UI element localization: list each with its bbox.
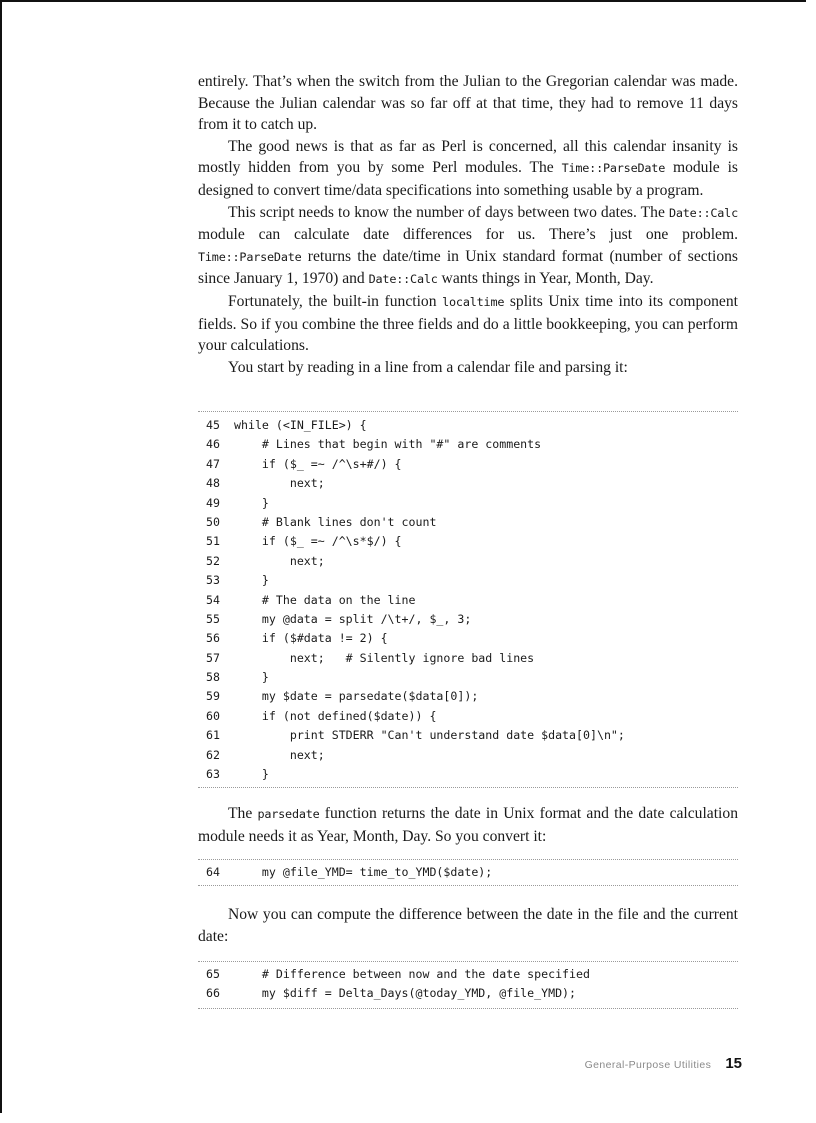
code-line <box>198 513 738 532</box>
line-number: 58 <box>206 670 220 685</box>
code-line <box>198 532 738 551</box>
code-text: } <box>234 670 269 685</box>
code-text: if ($_ =~ /^\s+#/) { <box>234 456 402 471</box>
line-number: 60 <box>206 708 220 723</box>
code-line <box>198 552 738 571</box>
inline-code-time-parsedate-2: Time::ParseDate <box>198 249 302 264</box>
code-line <box>198 455 738 474</box>
code-text: print STDERR "Can't understand date $data[0]\n"; <box>234 728 625 743</box>
line-number: 51 <box>206 534 220 549</box>
code-text: # Blank lines don't count <box>234 514 437 529</box>
paragraph-1: entirely. That’s when the switch from the Julian to the Gregorian calendar was made. Because the Julian calendar was so far off at that time, they had to remove 11 days from it to catch up. <box>198 73 738 134</box>
paragraph-3 <box>198 202 738 291</box>
code-text: next; # Silently ignore bad lines <box>234 650 535 665</box>
code-line <box>198 571 738 590</box>
code-text: if ($#data != 2) { <box>234 631 388 646</box>
line-number: 45 <box>206 418 220 432</box>
page-top-edge <box>0 0 806 2</box>
line-number: 54 <box>206 592 220 607</box>
page-left-edge <box>0 0 2 1113</box>
inline-code-time-parsedate: Time::ParseDate <box>561 161 666 176</box>
line-number: 61 <box>206 728 220 743</box>
code-line <box>198 474 738 493</box>
line-number: 46 <box>206 437 220 452</box>
code-block-convert <box>198 859 738 886</box>
code-line <box>198 416 738 435</box>
code-line <box>198 965 738 984</box>
code-line <box>198 765 738 784</box>
inline-code-date-calc-2: Date::Calc <box>368 272 438 287</box>
line-number: 57 <box>206 650 220 665</box>
code-line <box>198 591 738 610</box>
mid-text <box>198 803 738 847</box>
inline-code-localtime: localtime <box>442 294 505 309</box>
line-number: 52 <box>206 553 220 568</box>
code-text: next; <box>234 747 325 762</box>
code-line <box>198 435 738 454</box>
code-text: } <box>234 495 269 510</box>
code-text: # The data on the line <box>234 592 416 607</box>
code-block-parse-loop <box>198 411 738 788</box>
code-text: my $diff = Delta_Days(@today_YMD, @file_YMD); <box>234 986 577 1001</box>
code-text: while (<IN_FILE>) { <box>234 418 367 432</box>
paragraph-parsedate-text-b: function returns the date in Unix format and the date calculation module needs it as Year, Month, Day. So you convert it: <box>198 805 738 845</box>
line-number: 64 <box>206 865 220 879</box>
line-number: 50 <box>206 514 220 529</box>
code-text: if ($_ =~ /^\s*$/) { <box>234 534 402 549</box>
running-footer-title: General-Purpose Utilities <box>584 1059 712 1071</box>
line-number: 62 <box>206 747 220 762</box>
paragraph-2-text-a: The good news is that as far as Perl is concerned, all this calendar insanity is mostly hidden from you by some Perl modules. The <box>198 137 738 177</box>
code-text: # Difference between now and the date specified <box>234 967 590 981</box>
paragraph-3-text-b: module can calculate date differences for us. There’s just one problem. <box>198 226 738 244</box>
paragraph-4-text-a: Fortunately, the built-in function <box>228 292 443 310</box>
line-number: 56 <box>206 631 220 646</box>
paragraph-2 <box>198 136 738 202</box>
paragraph-2-text-b: module is designed to convert time/data specifications into something usable by a program. <box>198 159 738 199</box>
code-text: my $date = parsedate($data[0]); <box>234 689 479 704</box>
inline-code-parsedate: parsedate <box>257 807 320 821</box>
line-number: 65 <box>206 967 220 981</box>
paragraph-3-text-a: This script needs to know the number of days between two dates. The <box>228 203 669 221</box>
code-line <box>198 687 738 706</box>
line-number: 59 <box>206 689 220 704</box>
code-text: my @file_YMD= time_to_YMD($date); <box>234 865 493 879</box>
line-number: 53 <box>206 573 220 588</box>
intro-text <box>198 71 738 378</box>
after-text <box>198 904 738 947</box>
code-text: next; <box>234 476 325 491</box>
code-line <box>198 863 738 882</box>
code-line <box>198 494 738 513</box>
paragraph-compute: Now you can compute the difference between the date in the file and the current date: <box>198 906 738 945</box>
page-number: 15 <box>725 1055 742 1072</box>
line-number: 49 <box>206 495 220 510</box>
paragraph-4-text-b: splits Unix time into its component fields. So if you combine the three fields and do a little bookkeeping, you can perform your calculations. <box>198 292 738 355</box>
code-text: my @data = split /\t+/, $_, 3; <box>234 611 472 626</box>
paragraph-4 <box>198 291 738 357</box>
code-line <box>198 726 738 745</box>
code-text: } <box>234 767 269 782</box>
paragraph-parsedate-text-a: The <box>228 805 258 822</box>
paragraph-3-text-d: wants things in Year, Month, Day. <box>437 270 654 288</box>
line-number: 48 <box>206 476 220 491</box>
paragraph-5: You start by reading in a line from a calendar file and parsing it: <box>228 358 628 376</box>
code-line <box>198 707 738 726</box>
code-text: # Lines that begin with "#" are comments <box>234 437 542 452</box>
code-line <box>198 668 738 687</box>
code-text: if (not defined($date)) { <box>234 708 437 723</box>
code-text: next; <box>234 553 325 568</box>
code-line <box>198 610 738 629</box>
code-line <box>198 984 738 1003</box>
line-number: 55 <box>206 611 220 626</box>
code-line <box>198 649 738 668</box>
inline-code-date-calc: Date::Calc <box>668 205 738 220</box>
paragraph-3-text-c: returns the date/time in Unix standard format (number of sections since January 1, 1970) and <box>198 247 738 288</box>
code-block-diff <box>198 961 738 1009</box>
code-line <box>198 629 738 648</box>
page-footer <box>585 1055 742 1072</box>
line-number: 47 <box>206 456 220 471</box>
code-text: } <box>234 573 269 588</box>
line-number: 66 <box>206 986 220 1001</box>
paragraph-parsedate <box>198 803 738 847</box>
code-line <box>198 746 738 765</box>
line-number: 63 <box>206 767 220 782</box>
